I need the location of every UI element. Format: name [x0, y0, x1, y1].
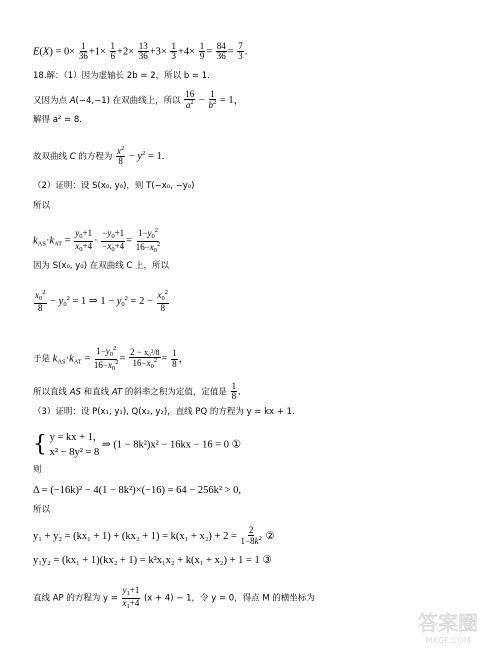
frac-1-36: $\frac{1}{36}$ [78, 41, 88, 62]
svg-text:答案圈: 答案圈 [418, 611, 478, 635]
system-eq-1: y = kx + 1, [49, 432, 96, 443]
part-3-then: 则 [33, 465, 42, 475]
section-18-line-3: 解得 a² = 8. [33, 115, 82, 125]
part-2-on-curve: 因为 S(x₀, y₀) 在双曲线 C 上，所以 [33, 261, 170, 271]
constant-value-line: 所以直线 AS 和直线 AT 的斜率之积为定值，定值是 $\frac{1}{8}$ . [33, 381, 241, 402]
slope-result-line: 于是 $k_{AS}\cdot k_{AT}$ = $\frac{1-y_0^2}{16-x_0^2}$ = $\frac{\text{2 − x₀²/8}}{16-x_0^2}$ = $\frac{1}{8}$ ， [33, 345, 190, 372]
system-line: { y = kx + 1, x² − 8y² = 8 ⇒ (1 − 8k²)x² − 16kx − 16 = 0 ① [33, 430, 241, 460]
product-y-line: y₁y₂ = (kx₁ + 1)(kx₂ + 1) = k²x₁x₂ + k(x₁ + x₂) + 1 = 1 ③ [33, 555, 272, 566]
sum-y-line: y₁ + y₂ = (kx₁ + 1) + (kx₂ + 1) = k(x₁ + x₂) + 2 = $\frac{2}{1-8k^2}$ ② [33, 525, 275, 547]
svg-text:MXQE.COM: MXQE.COM [425, 636, 471, 645]
section-18-line-1: 18.解：（1）因为虚轴长 2b = 2，所以 b = 1. [33, 71, 210, 81]
part-3-intro: （3）证明：设 P(x₁, y₁), Q(x₂, y₂)，直线 PQ 的方程为 y = kx + 1. [33, 407, 295, 417]
watermark-logo [400, 606, 496, 649]
section-18-line-2: 又因为点 A(−4,−1) 在双曲线上，所以 $\frac{16}{a^2}$ − $\frac{1}{b^2}$ = 1， [33, 89, 245, 111]
expectation-line: E(X) = 0× $\frac{1}{36}$ +1× $\frac{1}{6}$ +2× $\frac{13}{36}$ +3× $\frac{1}{3}$ +4× $\frac{1}{9}$ = $\frac{84}{36}$ = $\frac{7}{3}$ . [33, 41, 248, 62]
system-result: ⇒ (1 − 8k²)x² − 16kx − 16 = 0 ① [101, 439, 242, 451]
slope-product-line: $k_{AS}\cdot k_{AT}$ = $\frac{y_0+1}{x_0+4}$ · $\frac{-y_0+1}{-x_0+4}$ = $\frac{1-y_0^2}{16-x_0^2}$ [33, 227, 161, 254]
discriminant-line: Δ = (−16k)² − 4(1 − 8k²)×(−16) = 64 − 256k² > 0, [33, 485, 242, 496]
part-2-intro: （2）证明：设 S(x₀, y₀)，则 T(−x₀, −y₀) [33, 181, 195, 191]
hyperbola-equation-line: 故双曲线 C 的方程为 $\frac{x^2}{8}$ − $y^2 = 1$. [33, 145, 165, 167]
curve-substitution-line: $\frac{x_0^2}{8}$ − $y_0^2 = 1$ ⇒ $1 - y_0^2 = 2$ − $\frac{x_0^2}{8}$ [35, 289, 169, 313]
part-3-so: 所以 [33, 505, 51, 515]
line-ap-equation: 直线 AP 的方程为 y = $\frac{y_1+1}{x_1+4}$ (x + 4) − 1，令 y = 0，得点 M 的横坐标为 [33, 585, 315, 610]
system-eq-2: x² − 8y² = 8 [49, 447, 100, 459]
part-2-so: 所以 [33, 201, 51, 211]
